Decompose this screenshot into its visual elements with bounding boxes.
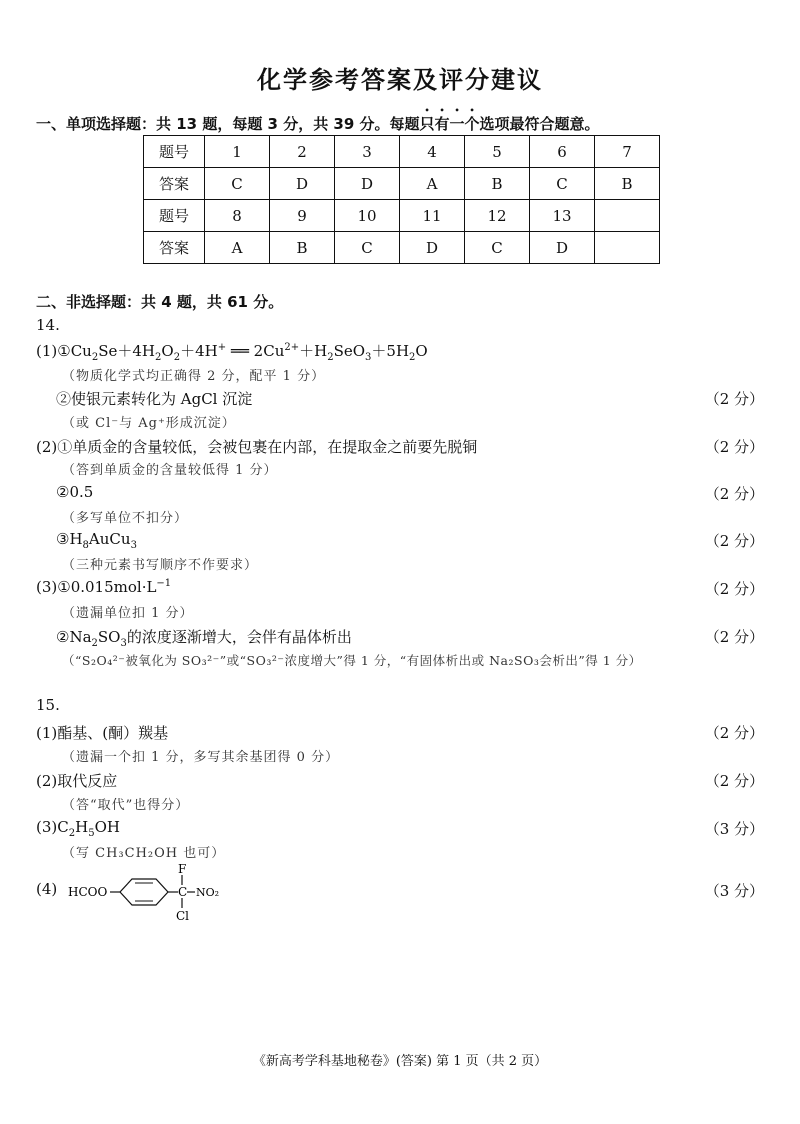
table-cell: A: [205, 232, 270, 264]
q15-2-answer: (2)取代反应: [36, 772, 118, 790]
formula-carbon: C: [178, 885, 188, 899]
table-cell: C: [335, 232, 400, 264]
table-cell: 8: [205, 200, 270, 232]
q14-2-1-score: （2 分）: [704, 438, 764, 456]
table-cell: B: [270, 232, 335, 264]
q15-3-answer: $(3)C_2H_5OH$: [36, 818, 120, 839]
table-cell: D: [270, 168, 335, 200]
structural-formula: [62, 858, 242, 924]
q14-2-3-answer: $③H_8AuCu_3$: [56, 530, 137, 551]
table-row: [144, 168, 660, 200]
q15-3-note: （写 CH₃CH₂OH 也可）: [62, 846, 226, 861]
table-cell: 2: [270, 136, 335, 168]
q14-3-1-score: （2 分）: [704, 580, 764, 598]
q14-1-2-note: （或 Cl⁻与 Ag⁺形成沉淀）: [62, 416, 236, 431]
q14-number: 14.: [36, 316, 60, 334]
q15-2-score: （2 分）: [704, 772, 764, 790]
page-title: 化学参考答案及评分建议: [257, 66, 543, 94]
q15-number: 15.: [36, 696, 60, 714]
table-cell: C: [205, 168, 270, 200]
q14-2-3-note: （三种元素书写顺序不作要求）: [62, 558, 259, 573]
q15-1-score: （2 分）: [704, 724, 764, 742]
table-cell: 7: [595, 136, 660, 168]
table-cell: D: [400, 232, 465, 264]
section1-heading: 一、单项选择题：共 13 题，每题 3 分，共 39 分。每题只有一个选项最符合题意。: [36, 115, 600, 133]
q15-2-note: （答“取代”也得分）: [62, 798, 190, 813]
table-cell: 3: [335, 136, 400, 168]
table-cell: B: [465, 168, 530, 200]
table-cell: 1: [205, 136, 270, 168]
formula-chlorine: Cl: [176, 909, 190, 923]
emphasis-text: 只有一个: [419, 115, 480, 133]
q14-1-2-score: （2 分）: [704, 390, 764, 408]
table-cell: 12: [465, 200, 530, 232]
q14-1-1-note: （物质化学式均正确得 2 分，配平 1 分）: [62, 369, 326, 384]
table-cell: C: [530, 168, 595, 200]
q14-2-2-score: （2 分）: [704, 485, 764, 503]
table-cell: D: [335, 168, 400, 200]
table-header-cell: 答案: [144, 232, 205, 264]
q15-3-score: （3 分）: [704, 820, 764, 838]
q14-1-2-answer: ②使银元素转化为 AgCl 沉淀: [56, 390, 253, 408]
table-header-cell: 题号: [144, 200, 205, 232]
q14-3-2-score: （2 分）: [704, 628, 764, 646]
table-cell: [595, 232, 660, 264]
table-cell: 4: [400, 136, 465, 168]
formula-fluorine: F: [178, 862, 187, 876]
q14-2-2-answer: ②0.5: [56, 483, 94, 501]
table-cell: A: [400, 168, 465, 200]
q15-1-answer: (1)酯基、(酮）羰基: [36, 724, 169, 742]
table-row: [144, 200, 660, 232]
formula-hcoo-group: HCOO: [68, 885, 108, 899]
table-row: [144, 232, 660, 264]
q14-2-1-answer: (2)①单质金的含量较低，会被包裹在内部，在提取金之前要先脱铜: [36, 438, 478, 456]
q14-3-1-note: （遗漏单位扣 1 分）: [62, 606, 194, 621]
table-cell: B: [595, 168, 660, 200]
answer-table: [143, 135, 660, 264]
q14-1-1-equation: $(1)①Cu_2Se+4H_2O_2+4H^+$ ══ $2Cu^{2+}+H_2SeO_3+5H_2O$: [36, 342, 428, 363]
table-cell: 9: [270, 200, 335, 232]
table-cell: 6: [530, 136, 595, 168]
formula-nitro: NO₂: [196, 886, 220, 899]
page-footer: 《新高考学科基地秘卷》(答案) 第 1 页（共 2 页）: [252, 1054, 548, 1069]
table-cell: 5: [465, 136, 530, 168]
table-header-cell: 答案: [144, 168, 205, 200]
q15-4-label: (4): [36, 880, 58, 898]
q14-3-2-answer: $②Na_2SO_3$的浓度逐渐增大，会伴有晶体析出: [56, 628, 352, 649]
q15-1-note: （遗漏一个扣 1 分，多写其余基团得 0 分）: [62, 750, 340, 765]
table-cell: 13: [530, 200, 595, 232]
table-cell: C: [465, 232, 530, 264]
q14-2-1-note: （答到单质金的含量较低得 1 分）: [62, 463, 278, 478]
q14-2-3-score: （2 分）: [704, 532, 764, 550]
q14-2-2-note: （多写单位不扣分）: [62, 511, 189, 526]
table-cell: [595, 200, 660, 232]
table-row: [144, 136, 660, 168]
q14-3-1-answer: $(3)①0.015mol\cdot L^{-1}$: [36, 578, 172, 596]
section2-heading: 二、非选择题：共 4 题，共 61 分。: [36, 293, 284, 311]
table-cell: 11: [400, 200, 465, 232]
q14-3-2-note: （“S₂O₄²⁻被氧化为 SO₃²⁻”或“SO₃²⁻浓度增大”得 1 分，“有固体析出或 Na₂SO₃会析出”得 1 分）: [62, 653, 642, 668]
table-header-cell: 题号: [144, 136, 205, 168]
table-cell: 10: [335, 200, 400, 232]
table-cell: D: [530, 232, 595, 264]
q15-4-score: （3 分）: [704, 882, 764, 900]
